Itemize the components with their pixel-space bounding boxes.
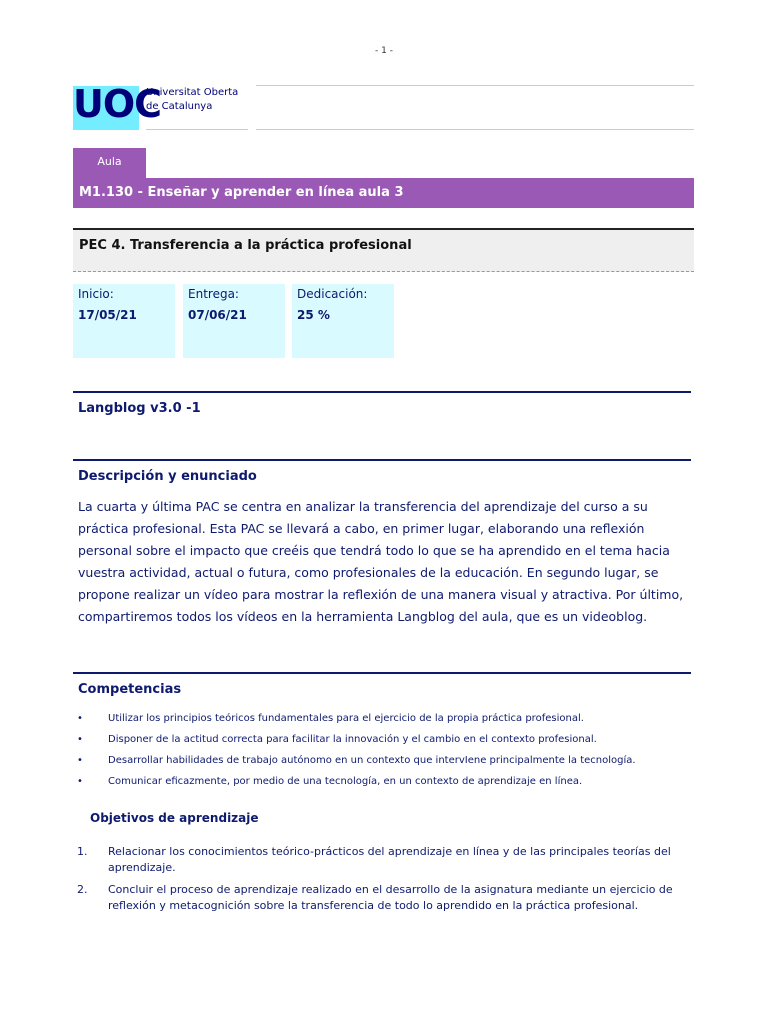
info-inicio <box>73 284 175 358</box>
uoc-logo <box>73 82 162 130</box>
bullet-icon: • <box>77 755 83 766</box>
info-label: Entrega: <box>188 287 239 301</box>
info-value: 25 % <box>297 308 330 322</box>
list-number: 2. <box>77 883 88 896</box>
list-item <box>77 729 692 750</box>
university-line1: Universitat Oberta <box>146 87 239 98</box>
list-item <box>77 844 692 876</box>
list-item-text: Desarrollar habilidades de trabajo autónomo en un contexto que intervIene principalmente la tecnología. <box>108 755 636 766</box>
objetivos-heading: Objetivos de aprendizaje <box>90 811 259 825</box>
description-text: La cuarta y última PAC se centra en analizar la transferencia del aprendizaje del curso a su práctica profesional. Esta PAC se llevará a cabo, en primer lugar, elaborando una reflexión personal sobre el impacto que creéis que tendrá todo lo que se ha aprendido en el tema hacia vuestra actividad, actual o futura, como profesionales de la educación. En segundo lugar, se propone realizar un vídeo para mostrar la reflexión de una manera visual y atractiva. Por último, compartiremos todos los vídeos en la herramienta Langblog del aula, que es un videoblog. <box>78 499 684 624</box>
competencias-heading: Competencias <box>78 682 182 697</box>
competencias-list <box>77 708 692 792</box>
list-number: 1. <box>77 845 88 858</box>
list-item <box>77 771 692 792</box>
list-item <box>77 882 692 914</box>
list-item-text: Utilizar los principios teóricos fundamentales para el ejercicio de la propia práctica profesional. <box>108 713 584 724</box>
list-item-text: Comunicar eficazmente, por medio de una tecnología, en un contexto de aprendizaje en línea. <box>108 776 583 787</box>
university-line2: de Catalunya <box>146 101 213 112</box>
section-rule <box>73 672 691 674</box>
bullet-icon: • <box>77 734 83 745</box>
info-dedicacion <box>292 284 394 358</box>
list-item <box>77 750 692 771</box>
header-rule <box>256 85 694 86</box>
list-item-text: Concluir el proceso de aprendizaje realizado en el desarrollo de la asignatura mediante un ejercicio de reflexión y metacognición sobre la transferencia de todo lo aprendido en la práctica profesional. <box>108 883 673 912</box>
list-item-text: Relacionar los conocimientos teórico-prácticos del aprendizaje en línea y de las principales teorías del aprendizaje. <box>108 845 671 874</box>
course-title: M1.130 - Enseñar y aprender en línea aula 3 <box>73 178 694 208</box>
header-rule <box>256 129 694 130</box>
header-rule <box>146 129 248 130</box>
info-label: Dedicación: <box>297 287 368 301</box>
page-number: - 1 - <box>375 46 393 56</box>
bullet-icon: • <box>77 776 83 787</box>
pec-title: PEC 4. Transferencia a la práctica profesional <box>73 228 694 272</box>
info-value: 07/06/21 <box>188 308 247 322</box>
section-rule <box>73 459 691 461</box>
list-item <box>77 708 692 729</box>
info-value: 17/05/21 <box>78 308 137 322</box>
tab-aula: Aula <box>73 148 146 178</box>
tool-heading: Langblog v3.0 -1 <box>78 401 201 416</box>
bullet-icon: • <box>77 713 83 724</box>
objetivos-list <box>77 844 692 920</box>
logo-text: UOC <box>73 82 162 126</box>
list-item-text: Disponer de la actitud correcta para facilitar la innovación y el cambio en el contexto profesional. <box>108 734 597 745</box>
section-rule <box>73 391 691 393</box>
description-heading: Descripción y enunciado <box>78 469 257 484</box>
info-label: Inicio: <box>78 287 114 301</box>
university-name <box>146 86 238 114</box>
info-entrega <box>183 284 285 358</box>
